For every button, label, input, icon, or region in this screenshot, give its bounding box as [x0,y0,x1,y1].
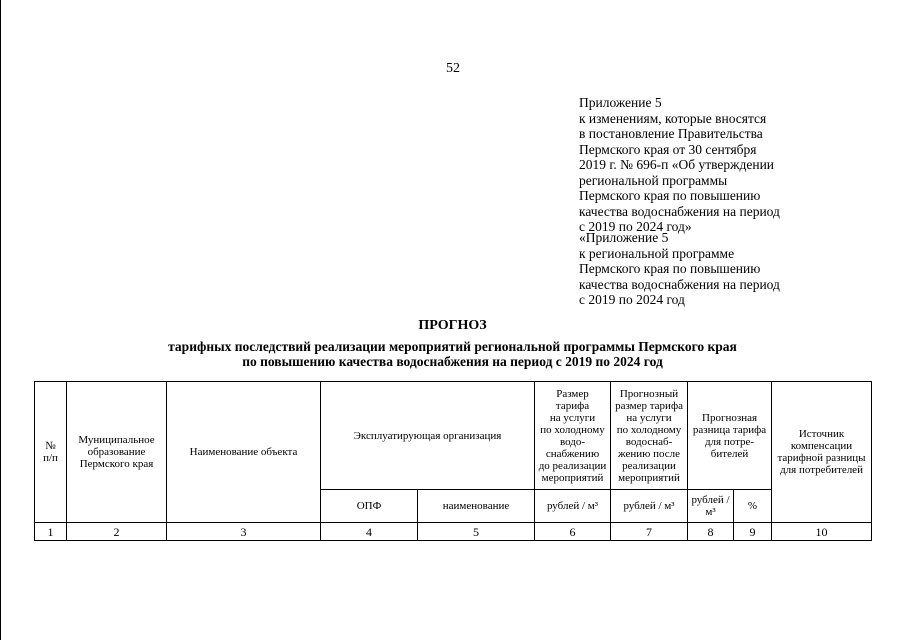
document-subtitle [0,340,905,369]
subtitle-line: по повышению качества водоснабжения на период с 2019 по 2024 год [242,353,663,369]
column-number: 10 [772,523,872,541]
column-number: 6 [535,523,611,541]
appendix-note-program [579,230,839,308]
column-number: 4 [321,523,418,541]
header-compensation-source: Источник компенсации тарифной разницы для потребителей [772,382,872,523]
appendix-note-line: Пермского края от 30 сентября [579,141,757,157]
header-tariff-difference: Прогнозная разница тарифа для потре- бителей [688,382,772,490]
appendix-note-line: качества водоснабжения на период [579,276,780,292]
subheader-rub-m3-difference: рублей / м³ [688,490,734,523]
column-number: 2 [67,523,167,541]
forecast-table [34,381,872,541]
header-object-name: Наименование объекта [167,382,321,523]
column-numbers-row [35,523,872,541]
column-number: 3 [167,523,321,541]
header-tariff-before: Размер тарифа на услуги по холодному водо- снабжению до реализации мероприятий [535,382,611,490]
appendix-note-line: Приложение 5 [579,95,662,110]
appendix-note-line: Пермского края по повышению [579,188,761,203]
page-number: 52 [446,61,460,76]
column-number: 5 [418,523,535,541]
appendix-note-line: «Приложение 5 [579,230,669,245]
column-number: 1 [35,523,67,541]
subheader-percent: % [734,490,772,523]
column-number: 7 [611,523,688,541]
header-tariff-after: Прогнозный размер тарифа на услуги по холодному водоснаб- жению после реализации мероприятий [611,382,688,490]
appendix-note-line: региональной программы [579,172,728,188]
document-title: ПРОГНОЗ [418,318,487,333]
subheader-name: наименование [418,490,535,523]
appendix-note-line: с 2019 по 2024 год» [579,219,692,234]
appendix-note-line: качества водоснабжения на период [579,203,780,219]
appendix-note-line: 2019 г. № 696-п «Об утверждении [579,157,775,172]
appendix-note-line: к изменениям, которые вносятся [579,110,767,126]
header-operator: Эксплуатирующая организация [321,382,535,490]
appendix-note-line: Пермского края по повышению [579,261,761,276]
subheader-rub-m3-after: рублей / м³ [611,490,688,523]
appendix-note-amendments [579,95,839,235]
subheader-opf: ОПФ [321,490,418,523]
subheader-rub-m3-before: рублей / м³ [535,490,611,523]
header-municipality: Муниципальное образование Пермского края [67,382,167,523]
header-number: № п/п [35,382,67,523]
table-header-row [35,382,872,490]
column-number: 9 [734,523,772,541]
appendix-note-line: с 2019 по 2024 год [579,292,685,307]
subtitle-line: тарифных последствий реализации мероприятий региональной программы Пермского края [168,339,737,354]
column-number: 8 [688,523,734,541]
appendix-note-line: в постановление Правительства [579,126,763,141]
appendix-note-line: к региональной программе [579,245,735,261]
